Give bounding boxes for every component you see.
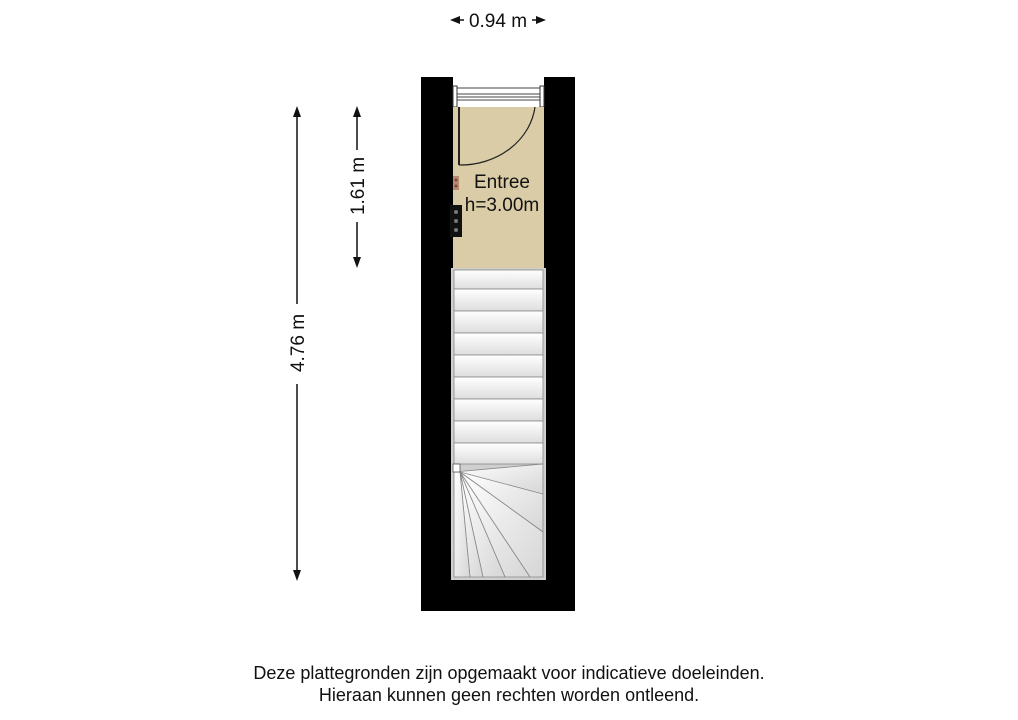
disclaimer-line-2: Hieraan kunnen geen rechten worden ontleend. (318, 685, 700, 705)
stair-step (454, 270, 543, 289)
entree-room (450, 107, 544, 268)
width-dimension (450, 11, 546, 32)
stair-step (454, 333, 543, 355)
arrow-left-icon (450, 16, 460, 24)
entree-depth-label: 1.61 m (348, 156, 369, 216)
room-name: Entree (474, 172, 530, 193)
total-depth-dimension (288, 106, 309, 581)
stair-step (454, 421, 543, 443)
arrow-up-icon (293, 106, 301, 117)
arrow-right-icon (536, 16, 546, 24)
door-frame (453, 77, 544, 107)
arrow-up-icon (353, 106, 361, 117)
stair-step (454, 311, 543, 333)
disclaimer-line-1: Deze plattegronden zijn opgemaakt voor indicatieve doeleinden. (253, 663, 765, 683)
winding-steps (453, 464, 543, 577)
room-height: h=3.00m (464, 195, 540, 216)
stair-step (454, 289, 543, 311)
stair-step (454, 399, 543, 421)
disclaimer (0, 662, 1018, 706)
total-depth-label: 4.76 m (288, 313, 309, 373)
width-dimension-label: 0.94 m (468, 11, 528, 32)
staircase (451, 268, 546, 580)
arrow-down-icon (293, 570, 301, 581)
arrow-down-icon (353, 257, 361, 268)
wall-socket-icon (453, 176, 459, 190)
stair-step (454, 443, 543, 464)
switch-panel-icon (450, 205, 462, 237)
stair-step (454, 355, 543, 377)
entree-depth-dimension (348, 106, 369, 268)
stair-step (454, 377, 543, 399)
